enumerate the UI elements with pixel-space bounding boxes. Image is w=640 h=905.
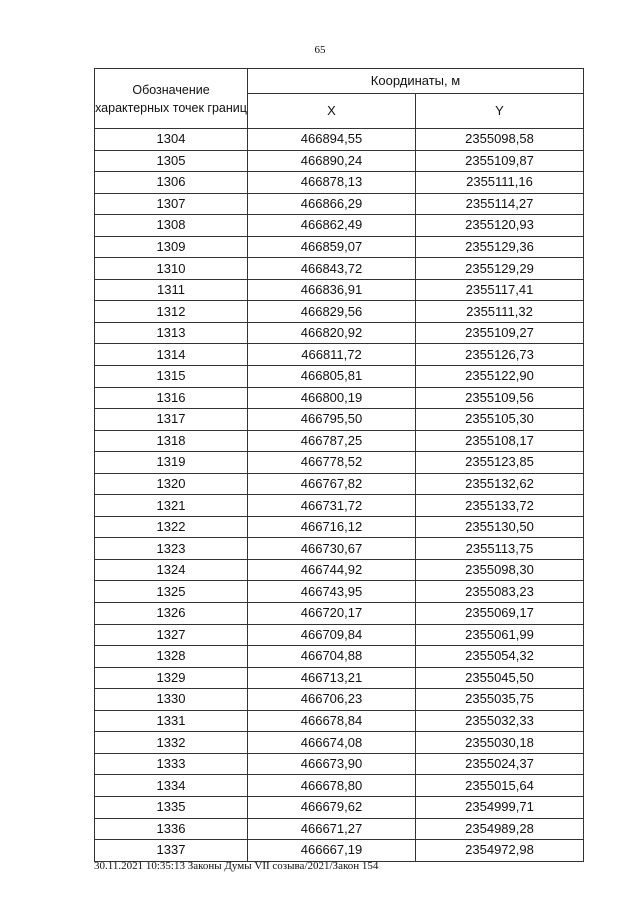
y-coordinate-cell: 2355061,99 (416, 624, 584, 646)
y-coordinate-cell: 2355111,32 (416, 301, 584, 323)
point-id-cell: 1312 (95, 301, 248, 323)
y-coordinate-cell: 2355105,30 (416, 409, 584, 431)
y-coordinate-cell: 2355069,17 (416, 603, 584, 625)
header-coordinates: Координаты, м (248, 69, 584, 94)
y-coordinate-cell: 2355133,72 (416, 495, 584, 517)
y-coordinate-cell: 2355109,87 (416, 150, 584, 172)
x-coordinate-cell: 466667,19 (248, 840, 416, 862)
y-coordinate-cell: 2355117,41 (416, 279, 584, 301)
document-footer: 30.11.2021 10:35:13 Законы Думы VII созыва/2021/Закон 154 (94, 860, 379, 872)
table-row (95, 473, 584, 495)
x-coordinate-cell: 466743,95 (248, 581, 416, 603)
point-id-cell: 1334 (95, 775, 248, 797)
y-coordinate-cell: 2355123,85 (416, 452, 584, 474)
point-id-cell: 1318 (95, 430, 248, 452)
y-coordinate-cell: 2354972,98 (416, 840, 584, 862)
y-coordinate-cell: 2355113,75 (416, 538, 584, 560)
table-row (95, 258, 584, 280)
point-id-cell: 1330 (95, 689, 248, 711)
table-row (95, 624, 584, 646)
table-row (95, 581, 584, 603)
point-id-cell: 1307 (95, 193, 248, 215)
header-designation: Обозначение характерных точек границ (95, 69, 248, 129)
table-row (95, 818, 584, 840)
point-id-cell: 1335 (95, 796, 248, 818)
y-coordinate-cell: 2355126,73 (416, 344, 584, 366)
y-coordinate-cell: 2355015,64 (416, 775, 584, 797)
y-coordinate-cell: 2355024,37 (416, 753, 584, 775)
point-id-cell: 1311 (95, 279, 248, 301)
table-row (95, 150, 584, 172)
point-id-cell: 1323 (95, 538, 248, 560)
table-row (95, 387, 584, 409)
table-row (95, 710, 584, 732)
point-id-cell: 1304 (95, 129, 248, 151)
table-row (95, 775, 584, 797)
y-coordinate-cell: 2355083,23 (416, 581, 584, 603)
x-coordinate-cell: 466878,13 (248, 172, 416, 194)
x-coordinate-cell: 466744,92 (248, 559, 416, 581)
table-body (95, 129, 584, 862)
y-coordinate-cell: 2355130,50 (416, 516, 584, 538)
point-id-cell: 1305 (95, 150, 248, 172)
table-row (95, 344, 584, 366)
x-coordinate-cell: 466829,56 (248, 301, 416, 323)
point-id-cell: 1316 (95, 387, 248, 409)
x-coordinate-cell: 466674,08 (248, 732, 416, 754)
table-row (95, 753, 584, 775)
x-coordinate-cell: 466706,23 (248, 689, 416, 711)
x-coordinate-cell: 466890,24 (248, 150, 416, 172)
point-id-cell: 1313 (95, 322, 248, 344)
table-row (95, 732, 584, 754)
y-coordinate-cell: 2355109,56 (416, 387, 584, 409)
point-id-cell: 1324 (95, 559, 248, 581)
table-header (95, 69, 584, 129)
point-id-cell: 1331 (95, 710, 248, 732)
point-id-cell: 1315 (95, 366, 248, 388)
x-coordinate-cell: 466704,88 (248, 646, 416, 668)
point-id-cell: 1332 (95, 732, 248, 754)
y-coordinate-cell: 2355045,50 (416, 667, 584, 689)
point-id-cell: 1337 (95, 840, 248, 862)
point-id-cell: 1319 (95, 452, 248, 474)
x-coordinate-cell: 466730,67 (248, 538, 416, 560)
point-id-cell: 1317 (95, 409, 248, 431)
point-id-cell: 1328 (95, 646, 248, 668)
x-coordinate-cell: 466778,52 (248, 452, 416, 474)
table-row (95, 279, 584, 301)
x-coordinate-cell: 466866,29 (248, 193, 416, 215)
y-coordinate-cell: 2355098,58 (416, 129, 584, 151)
y-coordinate-cell: 2355109,27 (416, 322, 584, 344)
x-coordinate-cell: 466795,50 (248, 409, 416, 431)
x-coordinate-cell: 466820,92 (248, 322, 416, 344)
point-id-cell: 1329 (95, 667, 248, 689)
x-coordinate-cell: 466805,81 (248, 366, 416, 388)
table-row (95, 430, 584, 452)
x-coordinate-cell: 466709,84 (248, 624, 416, 646)
point-id-cell: 1322 (95, 516, 248, 538)
table-row (95, 409, 584, 431)
x-coordinate-cell: 466862,49 (248, 215, 416, 237)
x-coordinate-cell: 466894,55 (248, 129, 416, 151)
x-coordinate-cell: 466671,27 (248, 818, 416, 840)
point-id-cell: 1306 (95, 172, 248, 194)
x-coordinate-cell: 466720,17 (248, 603, 416, 625)
x-coordinate-cell: 466716,12 (248, 516, 416, 538)
page-number: 65 (314, 44, 326, 56)
point-id-cell: 1325 (95, 581, 248, 603)
table-row (95, 236, 584, 258)
point-id-cell: 1309 (95, 236, 248, 258)
y-coordinate-cell: 2354989,28 (416, 818, 584, 840)
y-coordinate-cell: 2355129,36 (416, 236, 584, 258)
table-row (95, 322, 584, 344)
table-row (95, 796, 584, 818)
y-coordinate-cell: 2355035,75 (416, 689, 584, 711)
y-coordinate-cell: 2355054,32 (416, 646, 584, 668)
table-row (95, 538, 584, 560)
header-x: X (248, 94, 416, 129)
x-coordinate-cell: 466678,80 (248, 775, 416, 797)
y-coordinate-cell: 2355030,18 (416, 732, 584, 754)
x-coordinate-cell: 466843,72 (248, 258, 416, 280)
y-coordinate-cell: 2355108,17 (416, 430, 584, 452)
point-id-cell: 1327 (95, 624, 248, 646)
y-coordinate-cell: 2355111,16 (416, 172, 584, 194)
x-coordinate-cell: 466767,82 (248, 473, 416, 495)
x-coordinate-cell: 466811,72 (248, 344, 416, 366)
table-row (95, 667, 584, 689)
point-id-cell: 1310 (95, 258, 248, 280)
y-coordinate-cell: 2355122,90 (416, 366, 584, 388)
table-row (95, 516, 584, 538)
table-row (95, 603, 584, 625)
point-id-cell: 1333 (95, 753, 248, 775)
table-row (95, 495, 584, 517)
table-row (95, 452, 584, 474)
table-row (95, 129, 584, 151)
x-coordinate-cell: 466800,19 (248, 387, 416, 409)
table-row (95, 646, 584, 668)
table-row (95, 172, 584, 194)
y-coordinate-cell: 2355098,30 (416, 559, 584, 581)
point-id-cell: 1326 (95, 603, 248, 625)
x-coordinate-cell: 466673,90 (248, 753, 416, 775)
x-coordinate-cell: 466679,62 (248, 796, 416, 818)
x-coordinate-cell: 466859,07 (248, 236, 416, 258)
table-row (95, 559, 584, 581)
x-coordinate-cell: 466836,91 (248, 279, 416, 301)
point-id-cell: 1321 (95, 495, 248, 517)
y-coordinate-cell: 2355032,33 (416, 710, 584, 732)
header-y: Y (416, 94, 584, 129)
x-coordinate-cell: 466787,25 (248, 430, 416, 452)
x-coordinate-cell: 466678,84 (248, 710, 416, 732)
point-id-cell: 1336 (95, 818, 248, 840)
table-row (95, 193, 584, 215)
y-coordinate-cell: 2355132,62 (416, 473, 584, 495)
y-coordinate-cell: 2354999,71 (416, 796, 584, 818)
point-id-cell: 1314 (95, 344, 248, 366)
table-row (95, 215, 584, 237)
table-row (95, 840, 584, 862)
table-row (95, 689, 584, 711)
point-id-cell: 1308 (95, 215, 248, 237)
point-id-cell: 1320 (95, 473, 248, 495)
table-row (95, 366, 584, 388)
x-coordinate-cell: 466713,21 (248, 667, 416, 689)
coordinates-table (94, 68, 584, 862)
y-coordinate-cell: 2355114,27 (416, 193, 584, 215)
x-coordinate-cell: 466731,72 (248, 495, 416, 517)
y-coordinate-cell: 2355120,93 (416, 215, 584, 237)
table-row (95, 301, 584, 323)
y-coordinate-cell: 2355129,29 (416, 258, 584, 280)
